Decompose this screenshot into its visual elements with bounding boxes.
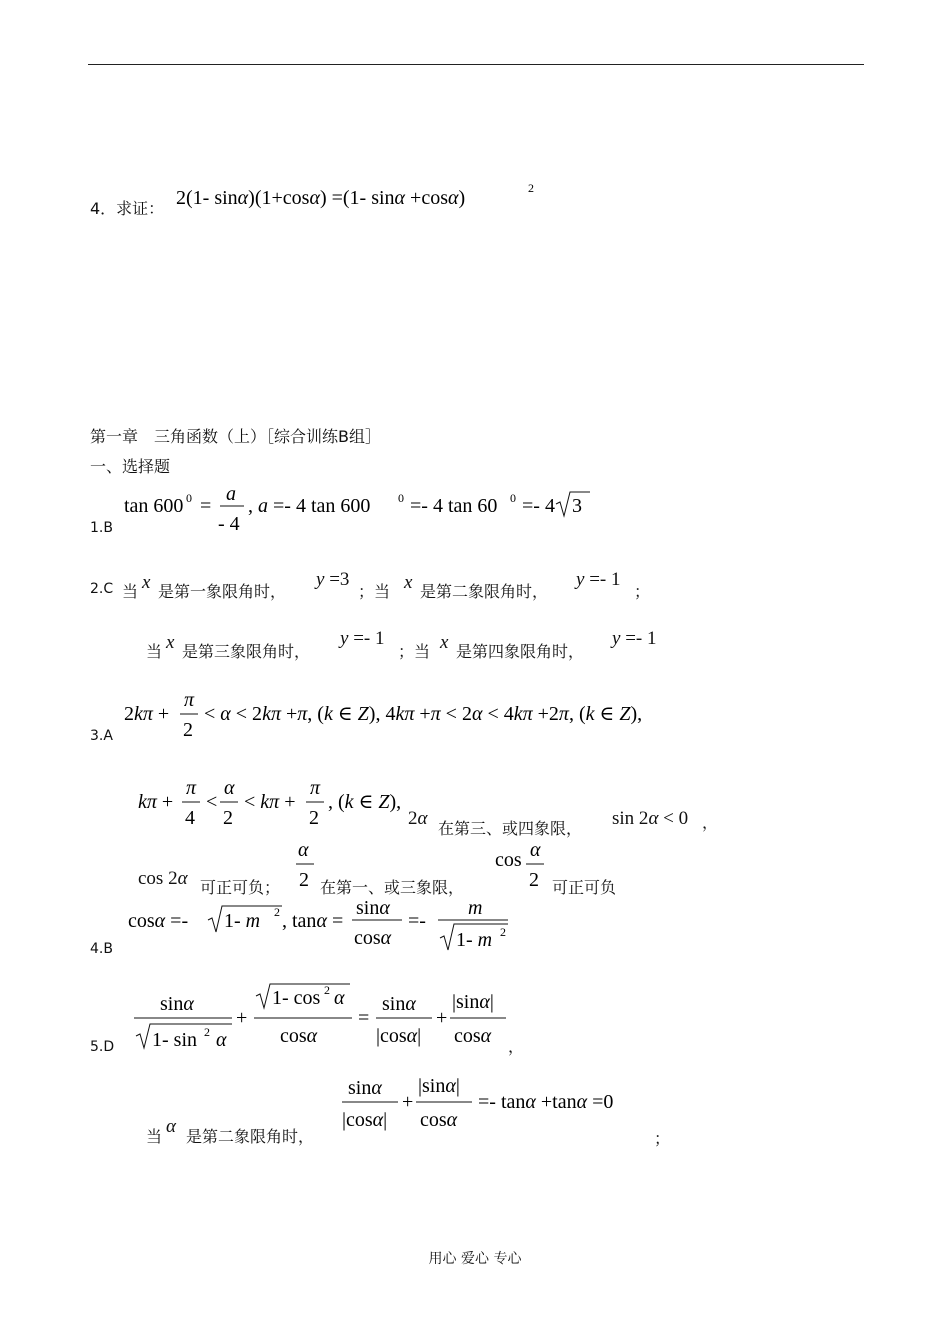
svg-text:, (k ∈ Z),: , (k ∈ Z), (328, 791, 402, 813)
answer-5-second: 是第二象限角时， (186, 1127, 315, 1146)
question-4-formula (170, 180, 550, 216)
answer-2-third: 是第三象限角时， (182, 642, 311, 661)
svg-text:cosα: cosα (280, 1025, 318, 1047)
question-4-label: 4．求证： (90, 199, 165, 218)
svg-text:sinα: sinα (160, 993, 194, 1015)
answer-1-label: 1.B (90, 520, 113, 536)
svg-text:2: 2 (274, 905, 280, 919)
answer-3-half-alpha (294, 836, 320, 892)
answer-3-sin2a: sin 2α < 0 (612, 808, 689, 829)
svg-text:0: 0 (510, 491, 516, 505)
svg-text:3: 3 (572, 495, 582, 517)
svg-text:π: π (186, 777, 197, 799)
svg-text:|cosα|: |cosα| (376, 1025, 422, 1047)
svg-text:+: + (236, 1007, 248, 1029)
svg-text:cos: cos (495, 849, 522, 871)
answer-2-val1: y =3 (316, 569, 350, 590)
svg-text:<: < (206, 791, 218, 813)
answer-2-semi: ； (634, 582, 651, 601)
svg-text:1- cos: 1- cos (272, 987, 321, 1009)
svg-text:cosα: cosα (454, 1025, 492, 1047)
svg-text:cosα =-: cosα =- (128, 910, 189, 932)
svg-text:α: α (334, 987, 345, 1009)
answer-3-label: 3.A (90, 728, 113, 744)
svg-text:2: 2 (529, 869, 539, 891)
answer-5-semi: ； (654, 1129, 671, 1148)
answer-3-cos-half-alpha (492, 836, 552, 892)
svg-text:2: 2 (528, 181, 534, 195)
svg-text:1- m: 1- m (456, 929, 493, 951)
svg-text:< kπ +: < kπ + (244, 791, 296, 813)
answer-2-val3: y =- 1 (340, 628, 385, 649)
answer-5-formula-1 (128, 976, 528, 1056)
svg-text:|sinα|: |sinα| (452, 991, 494, 1013)
svg-text:=: = (200, 495, 212, 517)
answer-2-var-x4: x (440, 632, 449, 653)
answer-2-first: 是第一象限角时， (158, 582, 287, 601)
svg-text:2: 2 (500, 925, 506, 939)
section-title: 第一章 三角函数（上）［综合训练B组］ (90, 427, 381, 446)
answer-2-var-x3: x (166, 632, 175, 653)
answer-3-2alpha: 2α (408, 808, 428, 829)
answer-5-when: 当 (146, 1127, 163, 1146)
answer-4-label: 4.B (90, 941, 113, 957)
svg-text:, tanα =: , tanα = (282, 910, 344, 932)
header-rule (88, 64, 864, 65)
answer-5-label: 5.D (90, 1039, 115, 1055)
answer-2-var-x2: x (404, 572, 413, 593)
svg-text:+: + (436, 1007, 448, 1029)
svg-text:2: 2 (299, 869, 309, 891)
svg-text:- 4: - 4 (218, 513, 240, 535)
svg-text:0: 0 (398, 491, 404, 505)
svg-text:|cosα|: |cosα| (342, 1109, 388, 1131)
svg-text:=: = (358, 1007, 370, 1029)
answer-2-val2: y =- 1 (576, 569, 621, 590)
svg-text:=-: =- (408, 910, 426, 932)
svg-text:2(1- sinα)(1+cosα) =(1- sinα +: 2(1- sinα)(1+cosα) =(1- sinα +cosα) (176, 187, 466, 209)
svg-text:cosα: cosα (420, 1109, 458, 1131)
answer-2-val4: y =- 1 (612, 628, 657, 649)
svg-text:a: a (226, 483, 236, 505)
svg-text:sinα: sinα (382, 993, 416, 1015)
answer-2-second: 是第二象限角时， (420, 582, 549, 601)
answer-5-alpha: α (166, 1116, 176, 1137)
svg-text:π: π (184, 689, 195, 711)
svg-text:|sinα|: |sinα| (418, 1075, 460, 1097)
answer-2-when: 当 (122, 582, 139, 601)
svg-text:α: α (530, 839, 541, 861)
svg-text:=- tanα +tanα =0: =- tanα +tanα =0 (478, 1091, 614, 1113)
answer-3-cos2a: cos 2α (138, 868, 188, 889)
svg-text:=- 4: =- 4 (522, 495, 555, 517)
answer-3-quadrant-34: 在第三、或四象限， (438, 819, 583, 838)
answer-3-pos-neg-1: 可正可负； (200, 878, 281, 897)
answer-3-comma: ， (702, 813, 719, 832)
answer-5-comma: ， (508, 1037, 525, 1056)
svg-text:2: 2 (204, 1025, 210, 1039)
answer-2-fourth: 是第四象限角时， (456, 642, 585, 661)
svg-text:kπ +: kπ + (138, 791, 174, 813)
answer-5-formula-2 (336, 1064, 666, 1140)
svg-text:π: π (310, 777, 321, 799)
answer-2-var-x1: x (142, 572, 151, 593)
section-subtitle: 一、选择题 (90, 457, 171, 476)
answer-3-pos-neg-2: 可正可负 (552, 878, 617, 897)
svg-text:2: 2 (183, 719, 193, 741)
svg-text:+: + (402, 1091, 414, 1113)
answer-2-when2: ；当 (358, 582, 391, 601)
svg-text:sinα: sinα (356, 897, 390, 919)
answer-3-formula-1 (120, 686, 720, 744)
answer-3-quadrant-13: 在第一、或三象限， (320, 878, 465, 897)
answer-4-formula (124, 894, 524, 954)
svg-text:0: 0 (186, 491, 192, 505)
svg-text:tan 600: tan 600 (124, 495, 184, 517)
svg-text:4: 4 (185, 807, 195, 829)
svg-text:α: α (298, 839, 309, 861)
svg-text:=- 4 tan 60: =- 4 tan 60 (410, 495, 498, 517)
answer-2-label: 2.C (90, 581, 114, 597)
svg-text:2kπ +: 2kπ + (124, 703, 170, 725)
svg-text:m: m (468, 897, 483, 919)
svg-text:cosα: cosα (354, 927, 392, 949)
svg-text:2: 2 (324, 983, 330, 997)
answer-2-when4: ；当 (398, 642, 431, 661)
svg-text:< α < 2kπ +π, (k ∈ Z), 4kπ +π: < α < 2kπ +π, (k ∈ Z), 4kπ +π < 2α < 4kπ +2π, (k ∈ Z), (204, 703, 643, 725)
svg-text:1- sin: 1- sin (152, 1029, 197, 1051)
page-footer: 用心 爱心 专心 (428, 1251, 522, 1267)
answer-1-formula (120, 480, 580, 540)
svg-text:, a =- 4 tan 600: , a =- 4 tan 600 (248, 495, 371, 517)
svg-text:α: α (216, 1029, 227, 1051)
svg-text:2: 2 (223, 807, 233, 829)
svg-text:α: α (224, 777, 235, 799)
answer-3-formula-2 (134, 774, 414, 834)
answer-2-when3: 当 (146, 642, 163, 661)
svg-text:1- m: 1- m (224, 910, 261, 932)
svg-text:2: 2 (309, 807, 319, 829)
svg-text:sinα: sinα (348, 1077, 382, 1099)
